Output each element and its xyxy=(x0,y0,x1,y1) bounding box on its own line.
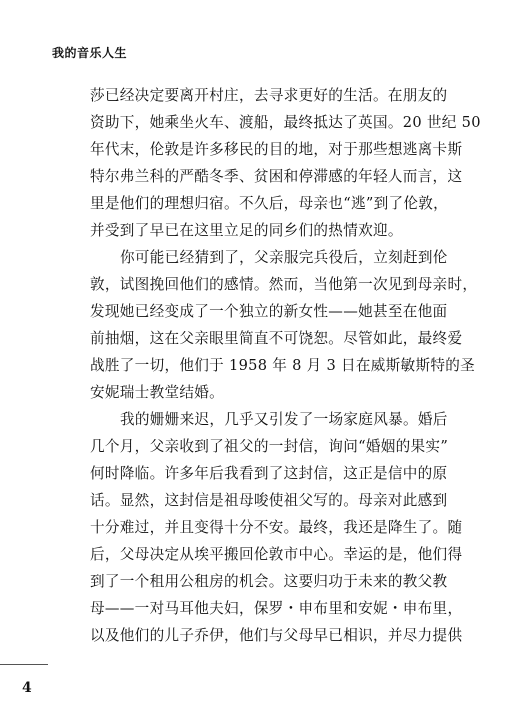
text-line: 敦，试图挽回他们的感情。然而，当他第一次见到母亲时， xyxy=(90,276,478,293)
text-line: 后，父母决定从埃平搬回伦敦市中心。幸运的是，他们得 xyxy=(90,546,463,563)
text-line: 到了一个租用公租房的机会。这要归功于未来的教父教 xyxy=(90,573,448,590)
text-line: 特尔弗兰科的严酷冬季、贫困和停滞感的年轻人而言，这 xyxy=(90,168,463,185)
text-line: 话。显然，这封信是祖母唆使祖父写的。母亲对此感到 xyxy=(90,492,448,509)
text-line: 安妮瑞士教堂结婚。 xyxy=(90,384,225,401)
text-line: 战胜了一切，他们于 1958 年 8 月 3 日在威斯敏斯特的圣 xyxy=(90,357,476,374)
text-line: 年代末，伦敦是许多移民的目的地，对于那些想逃离卡斯 xyxy=(90,141,463,158)
body-text xyxy=(90,82,481,649)
running-title: 我的音乐人生 xyxy=(52,46,128,60)
paragraph-first-line: 你可能已经猜到了，父亲服完兵役后，立刻赶到伦 xyxy=(120,249,448,266)
text-line: 并受到了早已在这里立足的同乡们的热情欢迎。 xyxy=(90,222,403,239)
text-line: 几个月，父亲收到了祖父的一封信，询问“婚姻的果实” xyxy=(90,438,449,455)
text-line: 母——一对马耳他夫妇，保罗・申布里和安妮・申布里， xyxy=(90,600,463,617)
text-line: 何时降临。许多年后我看到了这封信，这正是信中的原 xyxy=(90,465,448,482)
text-line: 以及他们的儿子乔伊，他们与父母早已相识，并尽力提供 xyxy=(90,627,463,644)
text-line: 十分难过，并且变得十分不安。最终，我还是降生了。随 xyxy=(90,519,463,536)
page-number: 4 xyxy=(22,680,32,696)
footer-rule xyxy=(0,664,48,665)
text-line: 里是他们的理想归宿。不久后，母亲也“逃”到了伦敦， xyxy=(90,195,449,212)
text-line: 莎已经决定要离开村庄，去寻求更好的生活。在朋友的 xyxy=(90,87,448,104)
text-line: 资助下，她乘坐火车、渡船，最终抵达了英国。20 世纪 50 xyxy=(90,114,481,131)
paragraph-first-line: 我的姗姗来迟，几乎又引发了一场家庭风暴。婚后 xyxy=(120,411,448,428)
text-line: 前抽烟，这在父亲眼里简直不可饶恕。尽管如此，最终爱 xyxy=(90,330,463,347)
text-line: 发现她已经变成了一个独立的新女性——她甚至在他面 xyxy=(90,303,448,320)
